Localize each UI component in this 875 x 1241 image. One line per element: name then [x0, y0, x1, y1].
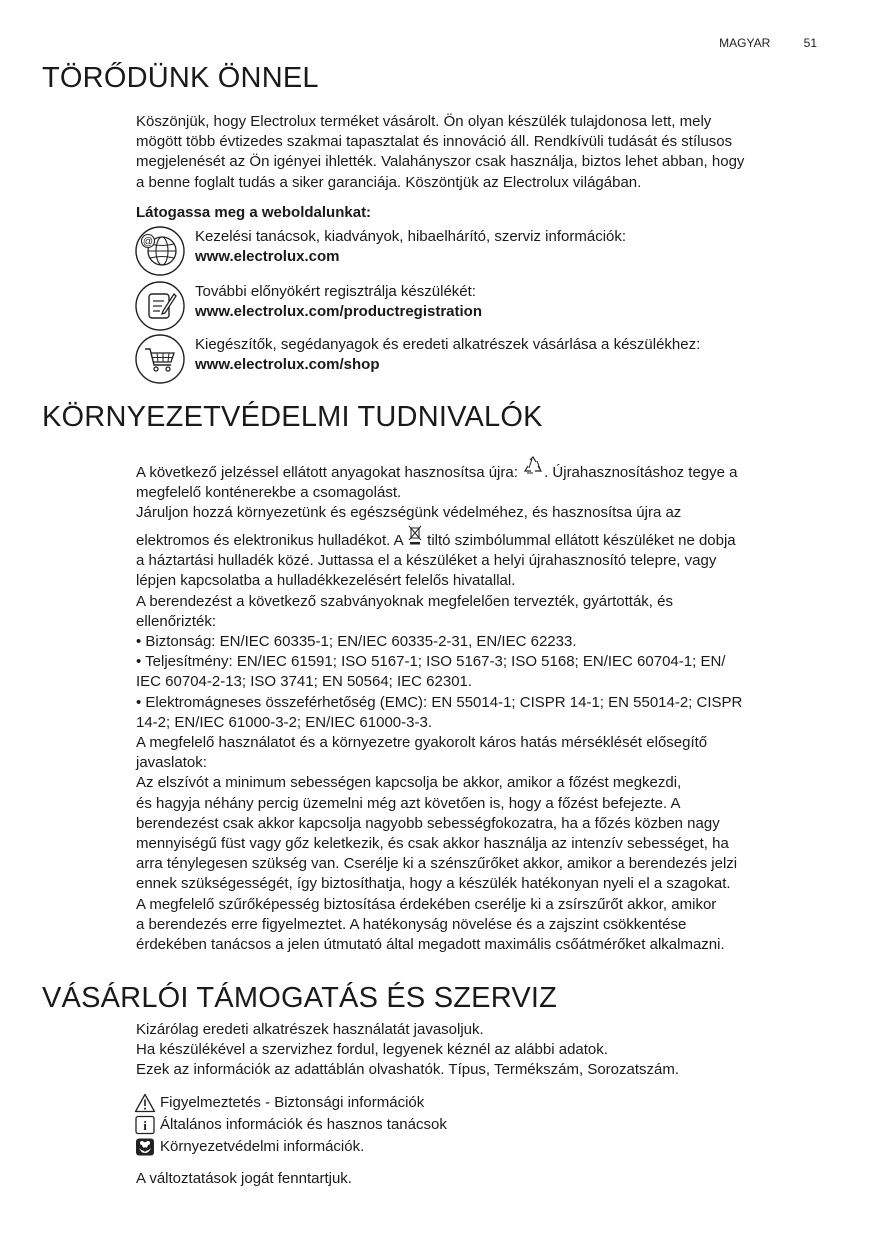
legend-item-info: [134, 1114, 447, 1136]
info-icon: [134, 1115, 156, 1135]
environment-line: javaslatok:: [136, 754, 207, 772]
shopping-cart-icon: [134, 333, 186, 385]
recycle-icon: [522, 455, 544, 477]
environment-line: ennek szükségességét, így biztosíthatja, hogy a készülék hatékonyan nyeli el a szagokat.: [136, 875, 731, 893]
environment-line: a háztartási hulladék közé. Juttassa el a készüléket a helyi újrahasznosító telepre, vagy: [136, 552, 717, 570]
environment-line: a berendezés erre figyelmeztet. A hatékonyság növelése és a zajszint csökkentése: [136, 915, 687, 933]
recycle-text-after: . Újrahasznosításhoz tegye a: [544, 464, 738, 481]
weee-text-after: tiltó szimbólummal ellátott készüléket ne dobja: [427, 532, 736, 549]
website-entry-support: [134, 225, 834, 275]
environment-paragraph-top: [136, 455, 826, 524]
svg-text:@: @: [142, 236, 154, 248]
page-number: 51: [803, 36, 817, 50]
environment-line: mennyiségű füst vagy gőz keletkezik, és csak akkor használja az intenzív sebességet, ha: [136, 835, 729, 853]
environment-line: berendezést csak akkor kapcsolja nagyobb sebességfokozatra, ha a főzés közben nagy: [136, 814, 720, 832]
environment-line: Járuljon hozzá környezetünk és egészségünk védelméhez, és hasznosítsa újra az: [136, 504, 682, 522]
environment-icon: [134, 1137, 156, 1157]
crossed-bin-icon: [407, 525, 423, 545]
weee-text: elektromos és elektronikus hulladékot. A: [136, 532, 403, 549]
website-description: Kiegészítők, segédanyagok és eredeti alkatrészek vásárlása a készülékhez:: [195, 336, 701, 353]
intro-line: mögött több évtizedes szakmai tapasztalat és innováció áll. Rendkívüli tudását és stílusos: [136, 133, 733, 151]
support-line: Kizárólag eredeti alkatrészek használatát javasoljuk.: [136, 1021, 484, 1038]
website-description: Kezelési tanácsok, kiadványok, hibaelhárító, szerviz információk:: [195, 228, 627, 245]
recycle-line: [136, 455, 826, 483]
website-entry-registration: [134, 280, 834, 330]
website-link[interactable]: www.electrolux.com: [195, 248, 340, 265]
website-entry-shop: [134, 333, 834, 383]
environment-paragraph-main: [136, 525, 826, 955]
support-line: Ezek az információk az adattáblán olvashatók. Típus, Termékszám, Sorozatszám.: [136, 1061, 680, 1079]
visit-heading: Látogassa meg a weboldalunkat:: [136, 204, 372, 221]
environment-line: megfelelő konténerekbe a csomagolást.: [136, 484, 402, 502]
standards-line: • Teljesítmény: EN/IEC 61591; ISO 5167-1; ISO 5167-3; ISO 5168; EN/IEC 60704-1; EN/: [136, 653, 726, 671]
website-description: További előnyökért regisztrálja készülékét:: [195, 283, 476, 300]
legend-text: Általános információk és hasznos tanácsok: [160, 1116, 447, 1133]
legend-text: Figyelmeztetés - Biztonsági információk: [160, 1094, 425, 1111]
intro-line: a benne foglalt tudás a siker garanciája. Köszöntjük az Electrolux világában.: [136, 173, 642, 191]
svg-text:i: i: [143, 1118, 147, 1133]
standards-line: 14-2; EN/IEC 61000-3-2; EN/IEC 61000-3-3.: [136, 713, 432, 731]
registration-icon: [134, 280, 186, 332]
intro-line: megjelenését az Ön igényei ihlették. Valahányszor csak használja, biztos lehet abban, hogy: [136, 153, 745, 171]
intro-line: Köszönjük, hogy Electrolux terméket vásárolt. Ön olyan készülék tulajdonosa lett, mely: [136, 113, 712, 130]
section-title-care: TÖRŐDÜNK ÖNNEL: [42, 62, 319, 94]
environment-line: és hagyja néhány percig üzemelni még azt követően is, hogy a főzést befejezte. A: [136, 794, 681, 812]
intro-paragraph: [136, 112, 826, 193]
environment-line: A megfelelő használatot és a környezetre gyakorolt káros hatás mérséklését elősegítő: [136, 734, 708, 752]
legend-item-warning: [134, 1092, 447, 1114]
section-title-support: VÁSÁRLÓI TÁMOGATÁS ÉS SZERVIZ: [42, 982, 558, 1014]
website-link[interactable]: www.electrolux.com/shop: [195, 356, 380, 373]
language-label: MAGYAR: [719, 36, 771, 50]
standards-line: • Elektromágneses összeférhetőség (EMC): EN 55014-1; CISPR 14-1; EN 55014-2; CISPR: [136, 693, 743, 711]
support-line: Ha készülékével a szervizhez fordul, legyenek kéznél az alábbi adatok.: [136, 1041, 608, 1059]
environment-line: ellenőrizték:: [136, 612, 217, 630]
standards-line: IEC 60704-2-13; ISO 3741; EN 50564; IEC 62301.: [136, 673, 473, 691]
footer-note: A változtatások jogát fenntartjuk.: [136, 1170, 352, 1187]
legend-item-environment: [134, 1136, 447, 1158]
website-link[interactable]: www.electrolux.com/productregistration: [195, 303, 482, 320]
support-paragraph: [136, 1020, 826, 1081]
environment-line: érdekében tanácsos a jelen útmutató által megadott maximális csőátmérőket alkalmazni.: [136, 936, 725, 954]
environment-line: Az elszívót a minimum sebességen kapcsolja be akkor, amikor a főzést megkezdi,: [136, 774, 682, 792]
globe-icon: [134, 225, 186, 277]
legend-text: Környezetvédelmi információk.: [160, 1138, 365, 1155]
environment-line: A berendezést a következő szabványoknak megfelelően tervezték, gyártották, és: [136, 592, 673, 610]
weee-line: [136, 525, 826, 551]
recycle-text: A következő jelzéssel ellátott anyagokat hasznosítsa újra:: [136, 464, 518, 481]
environment-line: A megfelelő szűrőképesség biztosítása érdekében cserélje ki a zsírszűrőt akkor, amikor: [136, 895, 717, 913]
warning-icon: [134, 1093, 156, 1113]
environment-line: arra ténylegesen szükség van. Cserélje ki a szénszűrőket akkor, amikor a berendezés jelzi: [136, 855, 738, 873]
symbol-legend: [134, 1092, 447, 1158]
environment-line: lépjen kapcsolatba a hulladékkezelésért felelős hivatallal.: [136, 572, 516, 590]
page-header: [719, 36, 817, 50]
standards-line: • Biztonság: EN/IEC 60335-1; EN/IEC 60335-2-31, EN/IEC 62233.: [136, 633, 577, 651]
section-title-environment: KÖRNYEZETVÉDELMI TUDNIVALÓK: [42, 401, 543, 433]
